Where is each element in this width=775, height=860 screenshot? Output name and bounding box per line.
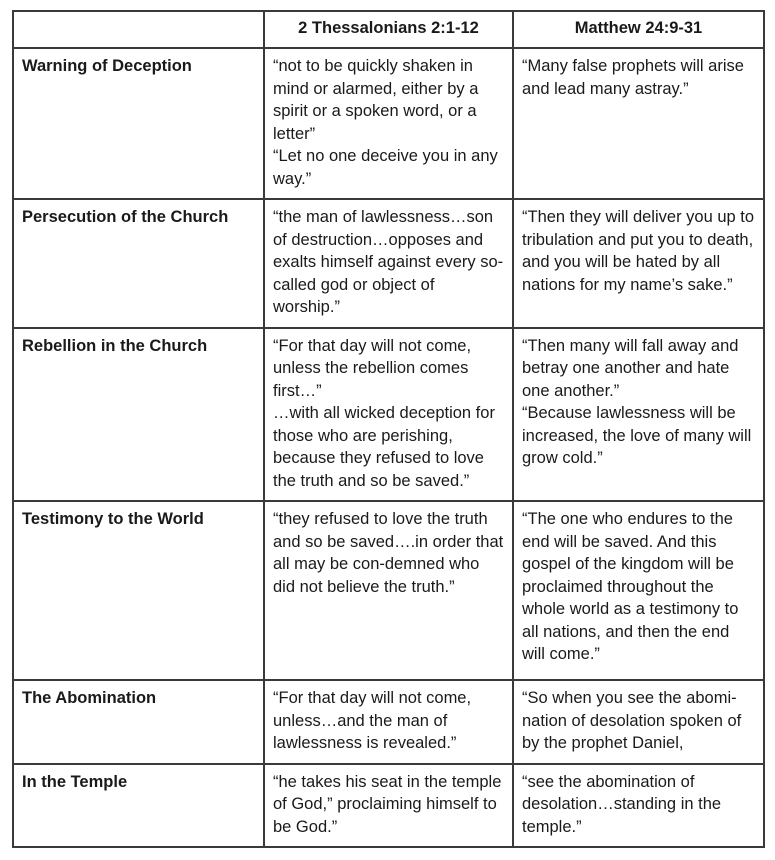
matthew-cell [513, 764, 764, 848]
quote: “Then they will deliver you up to tribulation and put you to death, and you will be hated by all nations for my name’s sake.” [522, 208, 755, 294]
header-empty [13, 11, 264, 48]
matthew-cell [513, 680, 764, 764]
quote: “the man of lawlessness…son of destruction…opposes and exalts himself against every so-called god or object of worship.” [273, 208, 504, 316]
quote: “not to be quickly shaken in mind or alarmed, either by a spirit or a spoken word, or a letter” [273, 57, 479, 143]
thessalonians-cell [264, 764, 513, 848]
thessalonians-cell [264, 199, 513, 328]
matthew-cell [513, 501, 764, 680]
table-row [13, 328, 764, 502]
table-row [13, 680, 764, 764]
table-row [13, 764, 764, 848]
quote: “Many false prophets will arise and lead many astray.” [522, 57, 744, 98]
header-row [13, 11, 764, 48]
quote: “they refused to love the truth and so be saved….in order that all may be con-demned who did not believe the truth.” [273, 510, 504, 596]
row-label: Testimony to the World [13, 501, 264, 680]
matthew-cell [513, 328, 764, 502]
quote: “Then many will fall away and betray one another and hate one another.” [522, 336, 739, 400]
matthew-cell [513, 48, 764, 199]
row-label: The Abomination [13, 680, 264, 764]
thessalonians-cell [264, 501, 513, 680]
thessalonians-cell [264, 48, 513, 199]
table-row [13, 501, 764, 680]
thessalonians-cell [264, 328, 513, 502]
row-label: Warning of Deception [13, 48, 264, 199]
quote: “Because lawlessness will be increased, the love of many will grow cold.” [522, 404, 752, 467]
quote: “For that day will not come, unless…and the man of lawlessness is revealed.” [273, 689, 472, 752]
table-row [13, 48, 764, 199]
header-thessalonians: 2 Thessalonians 2:1-12 [264, 11, 513, 48]
quote: “For that day will not come, unless the rebellion comes first…” [273, 336, 472, 400]
quote: “he takes his seat in the temple of God,” proclaiming himself to be God.” [273, 772, 502, 836]
comparison-table-container [12, 10, 763, 848]
header-matthew: Matthew 24:9-31 [513, 11, 764, 48]
quote: “Let no one deceive you in any way.” [273, 147, 498, 188]
quote: “So when you see the abomi-nation of desolation spoken of by the prophet Daniel, [522, 689, 742, 752]
matthew-cell [513, 199, 764, 328]
table-row [13, 199, 764, 328]
quote: “The one who endures to the end will be saved. And this gospel of the kingdom will be proclaimed throughout the whole world as a testimony to all nations, and then the end will come.” [522, 510, 739, 663]
quote: …with all wicked deception for those who are perishing, because they refused to love the truth and so be saved.” [273, 404, 495, 490]
row-label: Rebellion in the Church [13, 328, 264, 502]
quote: “see the abomination of desolation…standing in the temple.” [522, 772, 722, 836]
row-label: In the Temple [13, 764, 264, 848]
comparison-table [12, 10, 765, 848]
row-label: Persecution of the Church [13, 199, 264, 328]
thessalonians-cell [264, 680, 513, 764]
